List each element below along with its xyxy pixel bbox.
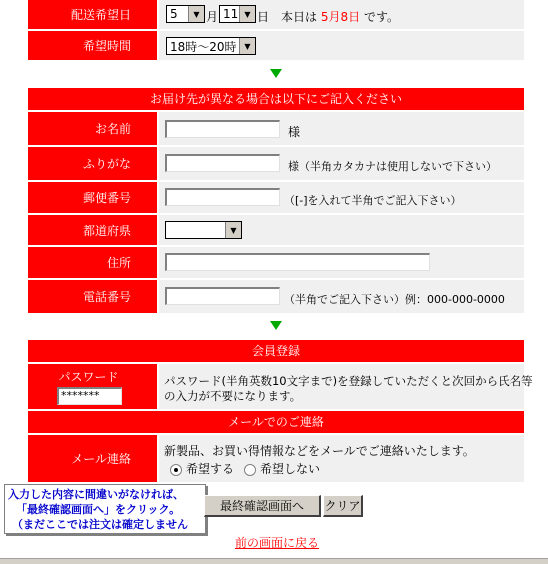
chevron-down-icon: ▼ — [225, 222, 241, 238]
month-select[interactable]: 5 ▼ — [166, 5, 205, 23]
furigana-cell: 様（半角カタカナは使用しないで下さい） — [159, 147, 524, 180]
password-note-cell: パスワード(半角英数10文字まで)を登録していただくと次回から氏名等 の入力が不要になります。 — [159, 364, 524, 409]
time-select[interactable]: 18時～20時 ▼ — [166, 37, 256, 55]
mail-option-yes[interactable]: 希望する — [170, 460, 234, 477]
delivery-date-cell: 5 ▼ 月 11 ▼ 日 本日は 5月8日 です。 — [159, 0, 524, 29]
password-input[interactable]: ******* — [57, 387, 122, 405]
furigana-label: ふりがな — [28, 147, 157, 180]
name-input[interactable] — [165, 120, 280, 138]
furigana-input[interactable] — [165, 154, 280, 172]
radio-selected-icon[interactable] — [170, 464, 182, 476]
chevron-down-icon: ▼ — [188, 6, 204, 22]
horizontal-scrollbar[interactable] — [0, 558, 548, 564]
down-arrow-icon — [270, 321, 282, 330]
mail-cell: 新製品、お買い得情報などをメールでご連絡いたします。 希望する 希望しない — [159, 435, 524, 482]
phone-input[interactable] — [165, 287, 280, 305]
address-cell — [159, 247, 524, 278]
password-label-cell: パスワード ******* — [28, 364, 157, 409]
prefecture-label: 都道府県 — [28, 215, 157, 245]
chevron-down-icon: ▼ — [239, 38, 255, 54]
member-header: 会員登録 — [28, 340, 524, 362]
postal-cell: （[-]を入れて半角でご記入下さい） — [159, 182, 524, 213]
prefecture-cell — [159, 215, 524, 245]
mail-option-no[interactable]: 希望しない — [244, 460, 320, 477]
phone-cell: （半角でご記入下さい）例：000-000-0000 — [159, 280, 524, 313]
prefecture-select[interactable] — [165, 221, 242, 239]
delivery-time-cell — [159, 31, 524, 60]
address-input[interactable] — [165, 253, 430, 271]
today-notice: 本日は 5月8日 です。 — [281, 10, 399, 24]
phone-label: 電話番号 — [28, 280, 157, 313]
mail-header: メールでのご連絡 — [28, 411, 524, 433]
postal-input[interactable] — [165, 188, 280, 206]
confirm-button[interactable]: 最終確認画面へ — [204, 495, 321, 517]
mail-label: メール連絡 — [28, 435, 157, 482]
recipient-header: お届け先が異なる場合は以下にご記入ください — [28, 88, 524, 110]
delivery-time-label: 希望時間 — [28, 31, 157, 60]
name-cell: 様 — [159, 112, 524, 145]
address-label: 住所 — [28, 247, 157, 278]
clear-button[interactable]: クリア — [323, 495, 363, 517]
delivery-date-label: 配送希望日 — [28, 0, 157, 29]
chevron-down-icon: ▼ — [239, 6, 255, 22]
radio-icon[interactable] — [244, 464, 256, 476]
day-select[interactable]: 11 ▼ — [219, 5, 256, 23]
help-tooltip: 入力した内容に間違いがなければ、 「最終確認画面へ」をクリック。 （まだここでは注文は確定しません — [4, 484, 206, 534]
postal-label: 郵便番号 — [28, 182, 157, 213]
down-arrow-icon — [270, 69, 282, 78]
name-label: お名前 — [28, 112, 157, 145]
back-link[interactable]: 前の画面に戻る — [235, 536, 320, 550]
